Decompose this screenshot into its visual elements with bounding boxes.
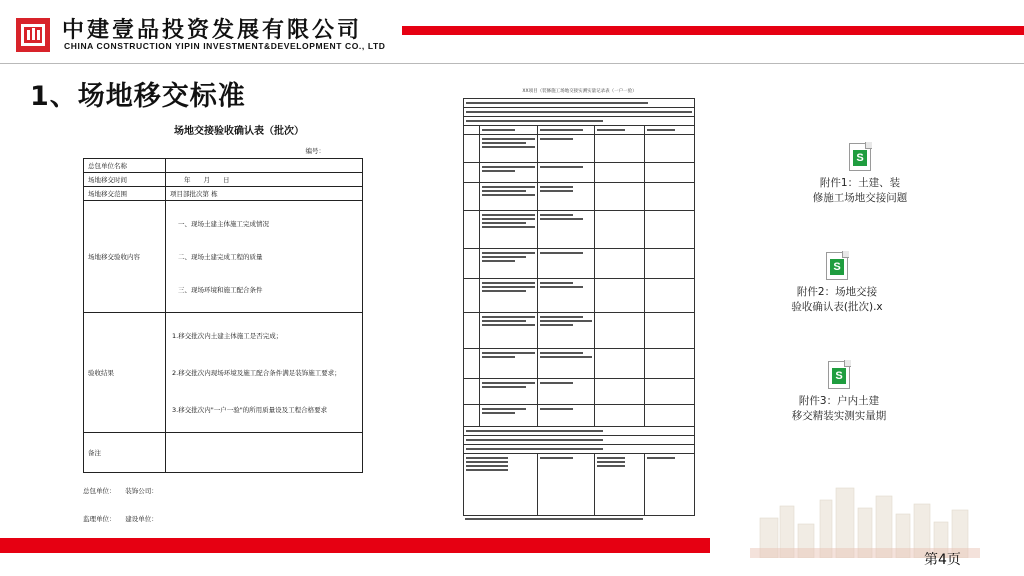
header-divider [0, 63, 1024, 64]
attachment-label: 附件1：土建、装 [819, 177, 901, 189]
row-value: 项目部批次第 栋 [166, 187, 363, 201]
attachment-label: 附件3：户内土建 [798, 395, 880, 407]
row-label: 备注 [84, 433, 166, 473]
result-items [166, 313, 363, 433]
row-value [166, 159, 363, 173]
attachment-2[interactable] [782, 252, 892, 315]
company-name-cn: 中建壹品投资发展有限公司 [62, 18, 363, 43]
form-table [83, 158, 363, 473]
slide-title: 1、场地移交标准 [30, 81, 246, 112]
form-footer-sign-1: 总包单位： 装饰公司： [83, 487, 158, 495]
row-value [166, 433, 363, 473]
measurement-record-preview[interactable] [461, 86, 698, 526]
content-items [166, 201, 363, 313]
excel-file-icon: S [828, 361, 850, 389]
result-item: 1.移交批次内土建主体施工是否完成； [172, 332, 283, 340]
attachment-3[interactable] [784, 361, 894, 424]
attachment-1[interactable] [805, 143, 915, 206]
company-logo [16, 18, 50, 52]
result-item: 3.移交批次内"一户一验"的所用质量设及工程合格要求 [172, 406, 328, 414]
record-table [463, 98, 695, 516]
result-item: 2.移交批次内现场环境及施工配合条件满足装饰施工要求； [172, 369, 341, 377]
city-skyline-decoration [750, 478, 980, 558]
attachment-label: 验收确认表(批次).x [791, 301, 883, 313]
attachment-label: 附件2：场地交接 [796, 286, 878, 298]
content-item: 一、现场土建主体施工完成情况 [178, 220, 269, 228]
row-label: 验收结果 [84, 313, 166, 433]
content-item: 二、现场土建完成工程的质量 [178, 253, 263, 261]
page-number: 第4页 [924, 552, 961, 568]
header-red-bar [402, 26, 1024, 35]
acceptance-form-preview[interactable] [83, 122, 373, 532]
excel-file-icon: S [849, 143, 871, 171]
attachment-label: 移交精装实测实量期 [791, 410, 887, 422]
form-footer-sign-2: 监理单位： 建设单位： [83, 515, 158, 523]
footer-red-bar [0, 538, 710, 553]
record-title: XX项目（装修施工场地交接实测实量记录表（一户一验） [522, 89, 637, 94]
form-title: 场地交接验收确认表（批次） [174, 126, 304, 137]
company-name-en: CHINA CONSTRUCTION YIPIN INVESTMENT&DEVELOPMENT CO., LTD [64, 41, 386, 51]
attachment-label: 修施工场地交接问题 [812, 192, 908, 204]
form-number-label: 编号： [305, 147, 325, 155]
row-label: 场地移交范围 [84, 187, 166, 201]
row-label: 场地移交验收内容 [84, 201, 166, 313]
row-label: 总包单位名称 [84, 159, 166, 173]
record-footnote [464, 516, 644, 522]
excel-file-icon: S [826, 252, 848, 280]
row-value: 年 月 日 [166, 173, 363, 187]
row-label: 场地移交时间 [84, 173, 166, 187]
content-item: 三、现场环境和施工配合条件 [178, 286, 263, 294]
